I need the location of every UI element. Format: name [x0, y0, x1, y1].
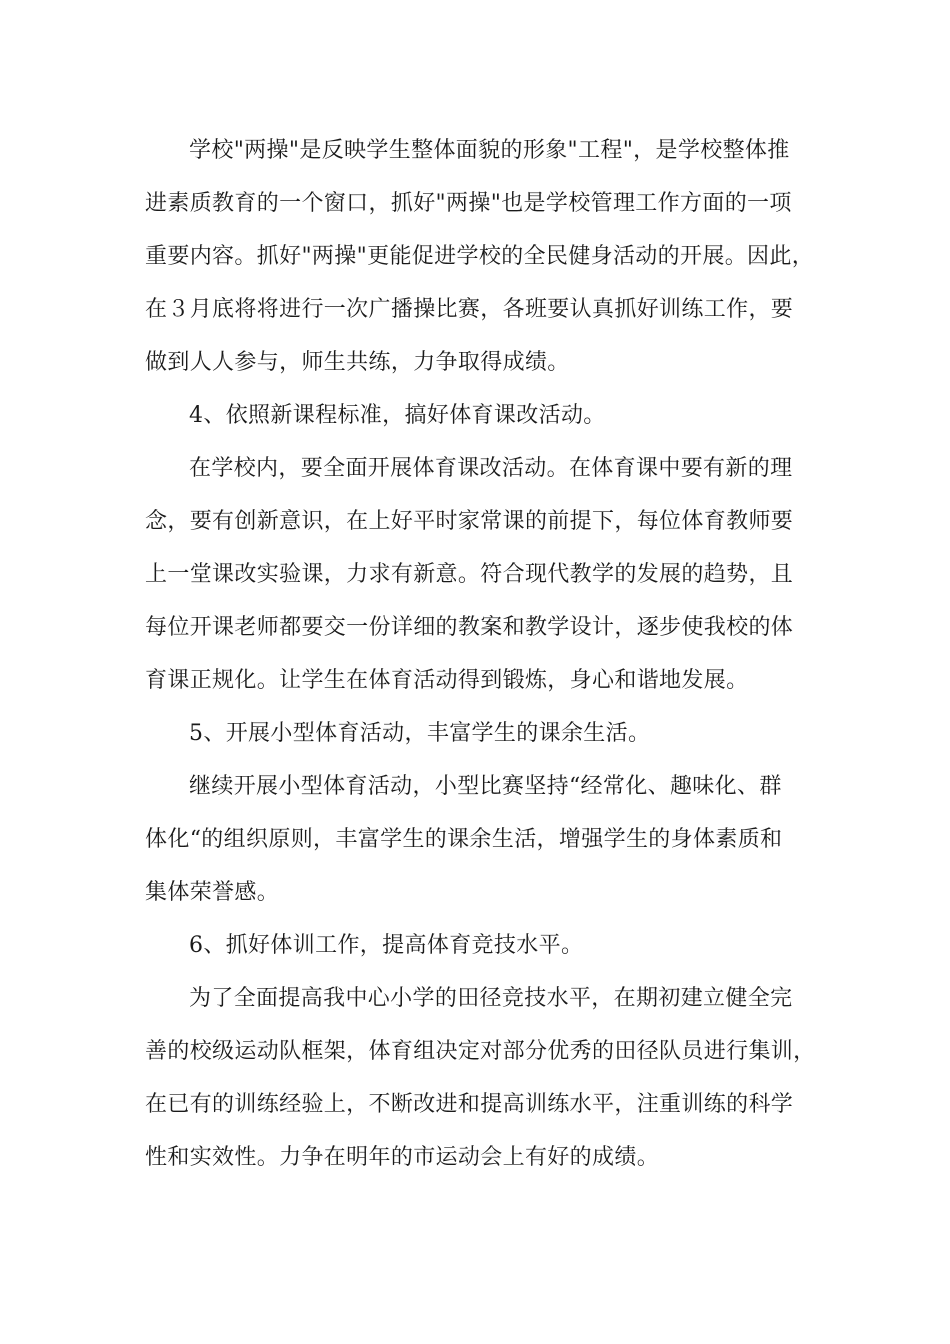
paragraph-line: 体化“的组织原则，丰富学生的课余生活，增强学生的身体素质和: [145, 827, 783, 852]
paragraph-line: 进素质教育的一个窗口，抓好"两操"也是学校管理工作方面的一项: [145, 191, 792, 216]
paragraph-line: 念，要有创新意识，在上好平时家常课的前提下，每位体育教师要: [145, 509, 794, 534]
paragraph-line: 学校"两操"是反映学生整体面貌的形象"工程"，是学校整体推: [189, 138, 790, 163]
paragraph-line: 育课正规化。让学生在体育活动得到锻炼，身心和谐地发展。: [145, 668, 749, 693]
section-heading-5: [145, 707, 805, 760]
document-body: [145, 124, 816, 1184]
paragraph-small-activities: [145, 760, 805, 919]
paragraph-line: 重要内容。抓好"两操"更能促进学校的全民健身活动的开展。因此，: [145, 244, 815, 269]
section-heading-6: [145, 919, 805, 972]
paragraph-line: 性和实效性。力争在明年的市运动会上有好的成绩。: [145, 1145, 660, 1170]
paragraph-athletics-training: [145, 972, 816, 1184]
section-heading: 5、开展小型体育活动，丰富学生的课余生活。: [189, 721, 651, 746]
paragraph-line: 继续开展小型体育活动，小型比赛坚持“经常化、趣味化、群: [189, 774, 782, 799]
paragraph-two-exercises: [145, 124, 815, 389]
section-heading: 4、依照新课程标准，搞好体育课改活动。: [189, 403, 606, 428]
paragraph-line: 在已有的训练经验上，不断改进和提高训练水平，注重训练的科学: [145, 1092, 794, 1117]
paragraph-line: 在３月底将将进行一次广播操比赛，各班要认真抓好训练工作，要: [145, 297, 794, 322]
paragraph-curriculum-reform: [145, 442, 805, 707]
paragraph-line: 为了全面提高我中心小学的田径竞技水平，在期初建立健全完: [189, 986, 793, 1011]
paragraph-line: 上一堂课改实验课，力求有新意。符合现代教学的发展的趋势，且: [145, 562, 794, 587]
paragraph-line: 善的校级运动队框架，体育组决定对部分优秀的田径队员进行集训，: [145, 1039, 816, 1064]
section-heading: 6、抓好体训工作，提高体育竞技水平。: [189, 933, 584, 958]
paragraph-line: 每位开课老师都要交一份详细的教案和教学设计，逐步使我校的体: [145, 615, 794, 640]
paragraph-line: 集体荣誉感。: [145, 880, 280, 905]
paragraph-line: 做到人人参与，师生共练，力争取得成绩。: [145, 350, 570, 375]
section-heading-4: [145, 389, 805, 442]
paragraph-line: 在学校内，要全面开展体育课改活动。在体育课中要有新的理: [189, 456, 793, 481]
